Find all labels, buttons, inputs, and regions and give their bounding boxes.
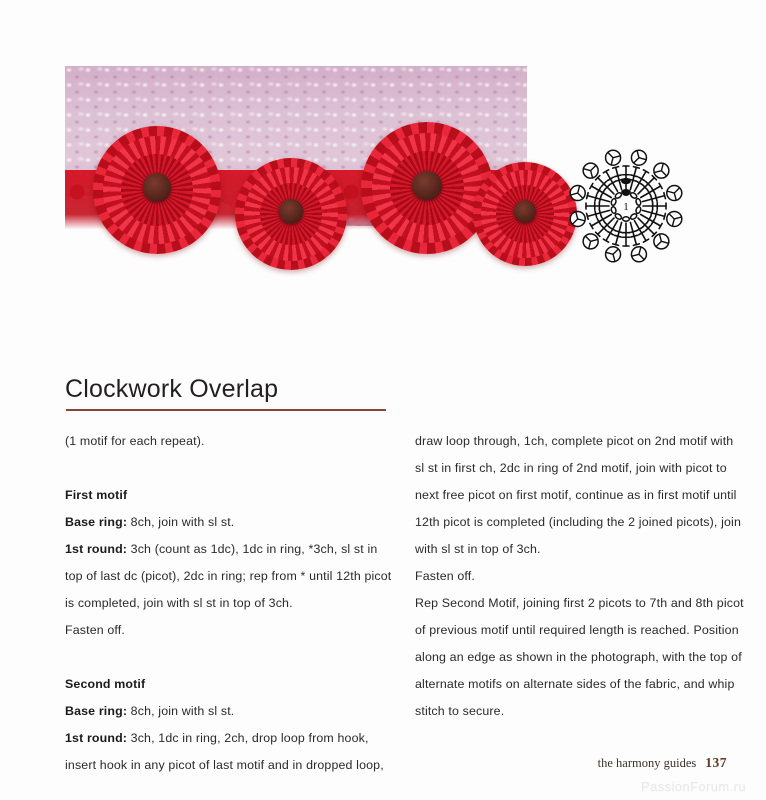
instructions-column-left <box>65 428 395 779</box>
round-number-label: 1 <box>623 201 629 213</box>
second-motif-heading-label: Second motif <box>65 677 146 691</box>
continuation-text: draw loop through, 1ch, complete picot on 2nd motif with sl st in first ch, 2dc in ring of 2nd motif, join with picot to next free picot on first motif, continue as in first motif until 12th picot is completed (including the 2 joined picots), join with sl st in top of 3ch. <box>415 434 741 556</box>
first-round-label: 1st round: <box>65 542 128 556</box>
second-round-text: 3ch, 1dc in ring, 2ch, drop loop from hook, insert hook in any picot of last motif and in dropped loop, <box>65 731 384 772</box>
site-watermark: PassionForum.ru <box>641 779 746 794</box>
flower-center <box>143 173 171 201</box>
flower-motif <box>235 158 347 270</box>
flower-center <box>279 199 304 224</box>
first-motif-heading <box>65 482 395 509</box>
first-round-text: 3ch (count as 1dc), 1dc in ring, *3ch, sl st in top of last dc (picot), 2dc in ring; rep from * until 12th picot is completed, join with sl st in top of 3ch. <box>65 542 392 610</box>
second-base-ring <box>65 698 395 725</box>
first-round <box>65 536 395 617</box>
base-ring-label: Base ring: <box>65 515 128 529</box>
flower-motif <box>361 122 493 254</box>
flower-center <box>412 171 441 200</box>
base-ring-label: Base ring: <box>65 704 128 718</box>
first-fasten-off: Fasten off. <box>65 623 125 637</box>
first-motif-heading-label: First motif <box>65 488 128 502</box>
intro-line: (1 motif for each repeat). <box>65 434 205 448</box>
second-round-label: 1st round: <box>65 731 128 745</box>
crochet-sample-photograph <box>65 66 527 288</box>
second-fasten-off: Fasten off. <box>415 569 475 583</box>
page-title: Clockwork Overlap <box>65 375 279 403</box>
base-ring-text: 8ch, join with sl st. <box>127 704 235 718</box>
first-base-ring <box>65 509 395 536</box>
base-ring-text: 8ch, join with sl st. <box>127 515 235 529</box>
second-round <box>65 725 395 779</box>
chart-svg <box>558 138 694 274</box>
crochet-symbol-chart <box>558 138 694 274</box>
book-title: the harmony guides <box>597 756 697 770</box>
repeat-instructions: Rep Second Motif, joining first 2 picots to 7th and 8th picot of previous motif until required length is reached. Position along an edge as shown in the photograph, with the top of alternate motifs on alternate sides of the fabric, and whip stitch to secure. <box>415 596 744 718</box>
title-underline-rule <box>66 409 386 411</box>
instructions-column-right <box>415 428 745 725</box>
second-motif-heading <box>65 671 395 698</box>
page-footer <box>598 755 727 771</box>
flower-motif <box>93 126 221 254</box>
page-number: 137 <box>705 755 727 770</box>
